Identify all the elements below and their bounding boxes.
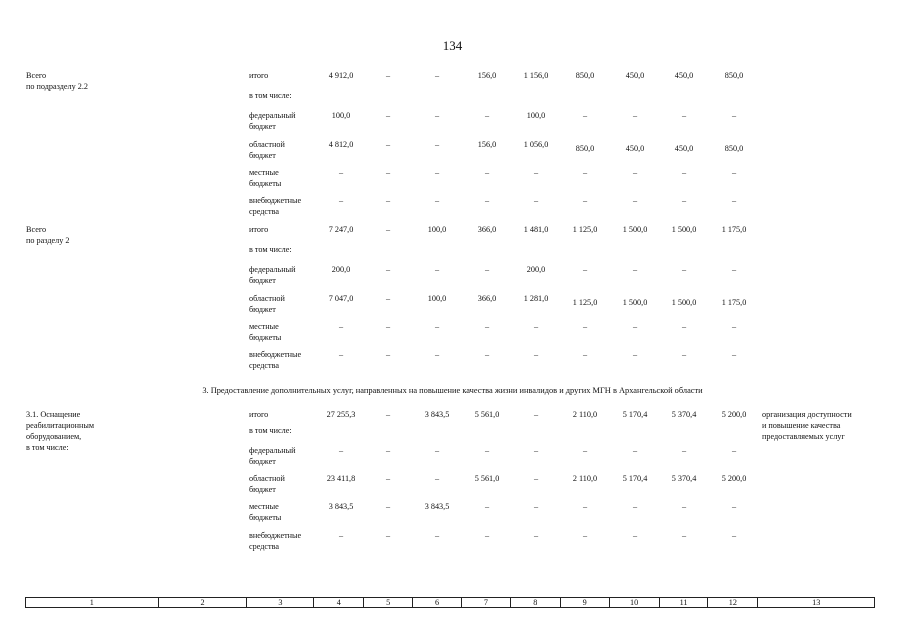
column-number: 5 <box>364 598 413 607</box>
table-cell: 7 247,0 <box>328 225 354 234</box>
table-cell: 200,0 <box>526 265 546 274</box>
row-label: внебюджетные средства <box>249 531 302 551</box>
column-number: 12 <box>708 598 758 607</box>
table-cell: – <box>632 196 638 205</box>
table-cell: – <box>533 322 539 331</box>
table-cell: – <box>731 168 737 177</box>
table-cell: – <box>582 196 588 205</box>
table-cell: – <box>731 446 737 455</box>
table-cell: – <box>338 196 344 205</box>
table-cell: 5 561,0 <box>474 474 500 483</box>
table-cell: – <box>484 168 490 177</box>
table-cell: – <box>582 502 588 511</box>
row-label: областной бюджет <box>249 140 285 160</box>
row-label: федеральный бюджет <box>249 111 296 131</box>
table-cell: – <box>533 168 539 177</box>
table-cell: 1 125,0 <box>572 225 598 234</box>
table-cell: 1 500,0 <box>622 225 648 234</box>
table-cell: 5 370,4 <box>671 410 697 419</box>
column-number: 13 <box>812 598 821 607</box>
table-cell: 366,0 <box>477 294 497 303</box>
row-label: местные бюджеты <box>249 168 282 188</box>
table-cell: 1 500,0 <box>622 298 648 307</box>
column-number: 1 <box>26 598 159 607</box>
table-cell: – <box>385 140 391 149</box>
table-cell: – <box>338 531 344 540</box>
table-cell: – <box>582 446 588 455</box>
table-cell: 23 411,8 <box>326 474 356 483</box>
table-cell: – <box>632 322 638 331</box>
table-cell: – <box>731 502 737 511</box>
row-label: итого <box>249 225 269 234</box>
row-label: итого <box>249 71 269 80</box>
table-cell: – <box>681 350 687 359</box>
table-cell: – <box>533 350 539 359</box>
row-label: в том числе: <box>249 91 292 100</box>
table-cell: 5 170,4 <box>622 410 648 419</box>
table-cell: – <box>681 322 687 331</box>
table-cell: – <box>434 322 440 331</box>
table-cell: – <box>681 196 687 205</box>
table-cell: – <box>434 446 440 455</box>
table-cell: – <box>632 350 638 359</box>
table-cell: – <box>731 265 737 274</box>
column-number: 11 <box>660 598 709 607</box>
table-cell: – <box>434 168 440 177</box>
table-cell: 1 481,0 <box>523 225 549 234</box>
table-cell: – <box>434 350 440 359</box>
table-cell: – <box>582 265 588 274</box>
table-cell: 5 170,4 <box>622 474 648 483</box>
table-cell: – <box>632 265 638 274</box>
table-cell: 450,0 <box>674 144 694 153</box>
table-cell: – <box>385 502 391 511</box>
table-cell: – <box>681 502 687 511</box>
table-cell: 850,0 <box>575 144 595 153</box>
table-cell: – <box>385 531 391 540</box>
table-cell: 5 200,0 <box>721 474 747 483</box>
table-cell: 2 110,0 <box>572 474 598 483</box>
table-cell: – <box>484 196 490 205</box>
table-cell: – <box>385 294 391 303</box>
table-cell: – <box>582 531 588 540</box>
table-cell: – <box>731 350 737 359</box>
table-cell: – <box>731 111 737 120</box>
table-cell: 100,0 <box>427 294 447 303</box>
table-cell: 450,0 <box>625 144 645 153</box>
table-cell: – <box>338 322 344 331</box>
table-cell: 7 047,0 <box>328 294 354 303</box>
table-cell: – <box>681 265 687 274</box>
table-cell: – <box>484 111 490 120</box>
table-cell: 850,0 <box>724 71 744 80</box>
table-cell: – <box>484 265 490 274</box>
table-cell: – <box>484 322 490 331</box>
row-label: местные бюджеты <box>249 322 282 342</box>
table-cell: – <box>731 196 737 205</box>
table-cell: – <box>582 322 588 331</box>
page-number: 134 <box>442 38 463 53</box>
table-cell: – <box>385 446 391 455</box>
table-cell: 1 056,0 <box>523 140 549 149</box>
table-cell: – <box>533 446 539 455</box>
table-cell: – <box>681 446 687 455</box>
section-heading: 3. Предоставление дополнительных услуг, направленных на повышение качества жизни инвалидов и других МГН в Архангельской области <box>202 386 703 395</box>
table-cell: – <box>533 196 539 205</box>
table-cell: 156,0 <box>477 140 497 149</box>
table-cell: 1 281,0 <box>523 294 549 303</box>
table-cell: – <box>632 531 638 540</box>
table-cell: – <box>533 531 539 540</box>
table-cell: – <box>434 531 440 540</box>
table-cell: 450,0 <box>674 71 694 80</box>
table-cell: – <box>731 322 737 331</box>
table-cell: – <box>434 140 440 149</box>
table-cell: – <box>385 474 391 483</box>
row-label: внебюджетные средства <box>249 196 302 216</box>
table-cell: – <box>632 502 638 511</box>
table-cell: – <box>484 531 490 540</box>
table-cell: 200,0 <box>331 265 351 274</box>
table-cell: 1 175,0 <box>721 298 747 307</box>
table-cell: – <box>338 350 344 359</box>
table-cell: 3 843,5 <box>424 502 450 511</box>
table-cell: – <box>434 474 440 483</box>
row-label: в том числе: <box>249 245 292 254</box>
table-cell: – <box>385 410 391 419</box>
table-cell: – <box>632 111 638 120</box>
column-number: 9 <box>561 598 610 607</box>
table-cell: – <box>533 410 539 419</box>
table-cell: 5 370,4 <box>671 474 697 483</box>
table-cell: – <box>434 196 440 205</box>
block-title: Всего по разделу 2 <box>26 225 70 245</box>
table-cell: – <box>385 350 391 359</box>
table-cell: – <box>582 111 588 120</box>
table-cell: – <box>632 168 638 177</box>
table-cell: – <box>681 111 687 120</box>
table-cell: – <box>385 322 391 331</box>
table-cell: – <box>484 502 490 511</box>
table-cell: 450,0 <box>625 71 645 80</box>
table-cell: 1 156,0 <box>523 71 549 80</box>
block-note: организация доступности и повышение качества предоставляемых услуг <box>762 410 852 441</box>
block-title: 3.1. Оснащение реабилитационным оборудованием, в том числе: <box>26 410 95 452</box>
table-cell: – <box>434 265 440 274</box>
table-cell: – <box>681 168 687 177</box>
table-cell: 27 255,3 <box>326 410 356 419</box>
table-cell: – <box>385 111 391 120</box>
column-number: 7 <box>462 598 511 607</box>
table-cell: – <box>681 531 687 540</box>
table-cell: 100,0 <box>526 111 546 120</box>
table-cell: 4 912,0 <box>328 71 354 80</box>
table-cell: 4 812,0 <box>328 140 354 149</box>
table-cell: – <box>731 531 737 540</box>
table-cell: 3 843,5 <box>424 410 450 419</box>
table-cell: – <box>484 350 490 359</box>
table-cell: – <box>434 111 440 120</box>
table-cell: 5 561,0 <box>474 410 500 419</box>
table-cell: – <box>582 350 588 359</box>
column-number-row <box>25 597 875 608</box>
table-cell: 1 500,0 <box>671 225 697 234</box>
row-label: областной бюджет <box>249 474 285 494</box>
table-cell: – <box>533 474 539 483</box>
table-cell: 100,0 <box>427 225 447 234</box>
table-cell: 156,0 <box>477 71 497 80</box>
table-cell: – <box>434 71 440 80</box>
row-label: в том числе: <box>249 426 292 435</box>
table-cell: – <box>582 168 588 177</box>
table-cell: 366,0 <box>477 225 497 234</box>
column-number: 4 <box>314 598 364 607</box>
table-cell: 850,0 <box>724 144 744 153</box>
row-label: внебюджетные средства <box>249 350 302 370</box>
table-cell: 100,0 <box>331 111 351 120</box>
table-cell: 5 200,0 <box>721 410 747 419</box>
column-number: 6 <box>413 598 462 607</box>
table-cell: – <box>385 168 391 177</box>
table-cell: – <box>632 446 638 455</box>
table-cell: 3 843,5 <box>328 502 354 511</box>
column-number: 8 <box>511 598 561 607</box>
table-cell: 1 175,0 <box>721 225 747 234</box>
block-title: Всего по подразделу 2.2 <box>26 71 89 91</box>
row-label: итого <box>249 410 269 419</box>
row-label: федеральный бюджет <box>249 265 296 285</box>
row-label: федеральный бюджет <box>249 446 296 466</box>
table-cell: 1 125,0 <box>572 298 598 307</box>
table-cell: – <box>338 446 344 455</box>
column-number: 10 <box>610 598 660 607</box>
table-cell: – <box>385 71 391 80</box>
row-label: областной бюджет <box>249 294 285 314</box>
table-cell: – <box>484 446 490 455</box>
table-cell: – <box>385 265 391 274</box>
table-cell: – <box>385 196 391 205</box>
column-number: 2 <box>159 598 248 607</box>
column-number: 3 <box>247 598 314 607</box>
row-label: местные бюджеты <box>249 502 282 522</box>
table-cell: 2 110,0 <box>572 410 598 419</box>
table-cell: – <box>533 502 539 511</box>
table-cell: 1 500,0 <box>671 298 697 307</box>
table-cell: – <box>338 168 344 177</box>
table-cell: 850,0 <box>575 71 595 80</box>
table-cell: – <box>385 225 391 234</box>
